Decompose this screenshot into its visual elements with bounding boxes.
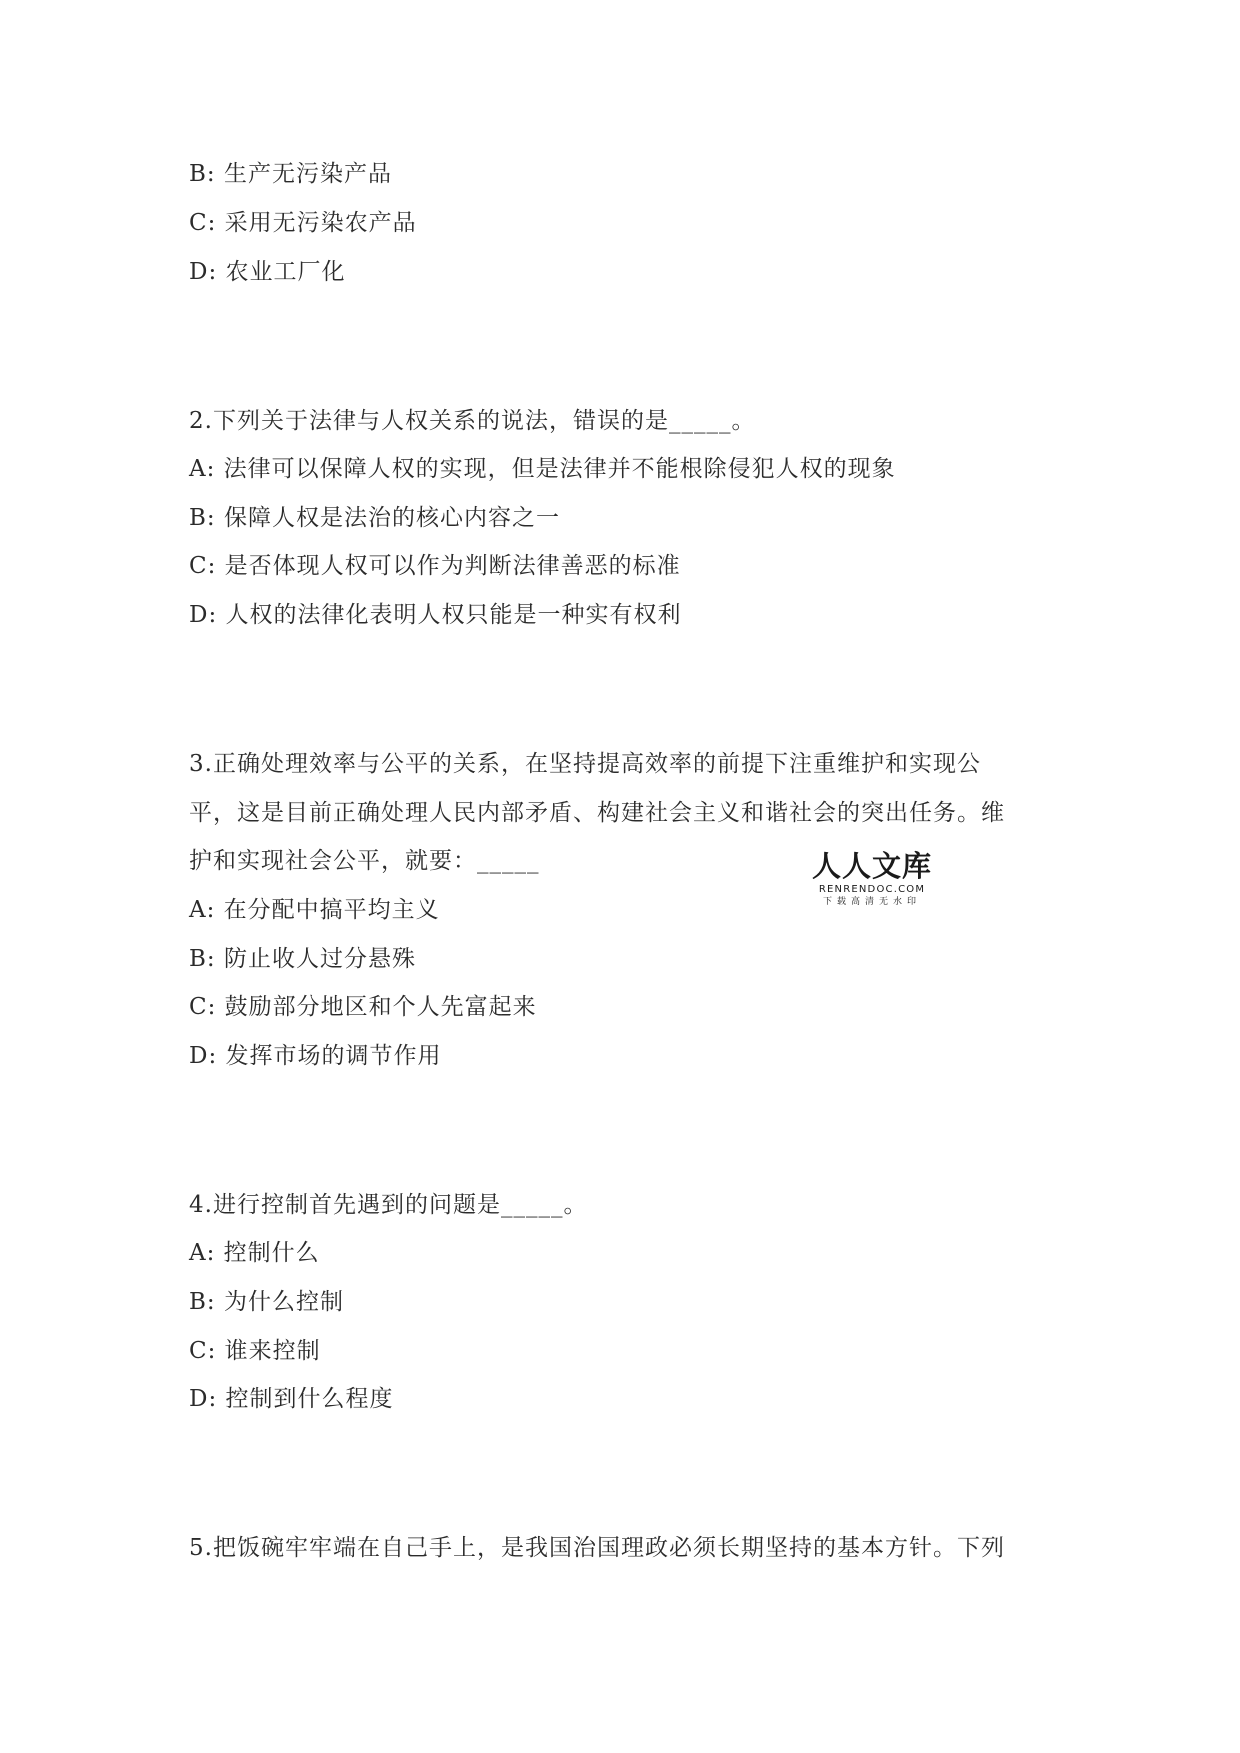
q3-option-a: A: 在分配中搞平均主义 [189,897,440,923]
q2-option-b: B: 保障人权是法治的核心内容之一 [189,505,560,531]
q3-stem-line-2: 平，这是目前正确处理人民内部矛盾、构建社会主义和谐社会的突出任务。维 [189,800,1005,826]
q2-stem: 2.下列关于法律与人权关系的说法，错误的是_____。 [189,408,756,434]
watermark-domain: RENRENDOC.COM [818,884,926,895]
q2-option-d: D: 人权的法律化表明人权只能是一种实有权利 [189,602,682,628]
q1-option-b: B: 生产无污染产品 [189,161,392,187]
q4-stem: 4.进行控制首先遇到的问题是_____。 [189,1192,588,1218]
q4-option-d: D: 控制到什么程度 [189,1386,394,1412]
q3-stem-line-1: 3.正确处理效率与公平的关系，在坚持提高效率的前提下注重维护和实现公 [189,751,981,777]
q1-option-c: C: 采用无污染农产品 [189,210,417,236]
q4-option-a: A: 控制什么 [189,1240,320,1266]
q3-option-c: C: 鼓励部分地区和个人先富起来 [189,994,537,1020]
q4-option-c: C: 谁来控制 [189,1338,321,1364]
q3-option-d: D: 发挥市场的调节作用 [189,1043,442,1069]
q3-option-b: B: 防止收人过分悬殊 [189,946,416,972]
q2-option-a: A: 法律可以保障人权的实现，但是法律并不能根除侵犯人权的现象 [189,456,896,482]
watermark-logo [808,850,936,908]
watermark-title: 人人文库 [811,849,932,883]
watermark-tagline: 下载高清无水印 [822,897,921,907]
q5-stem-line-1: 5.把饭碗牢牢端在自己手上，是我国治国理政必须长期坚持的基本方针。下列 [189,1535,1005,1561]
q4-option-b: B: 为什么控制 [189,1289,344,1315]
q2-option-c: C: 是否体现人权可以作为判断法律善恶的标准 [189,553,681,579]
q3-stem-line-3: 护和实现社会公平，就要：_____ [189,848,540,874]
q1-option-d: D: 农业工厂化 [189,259,346,285]
